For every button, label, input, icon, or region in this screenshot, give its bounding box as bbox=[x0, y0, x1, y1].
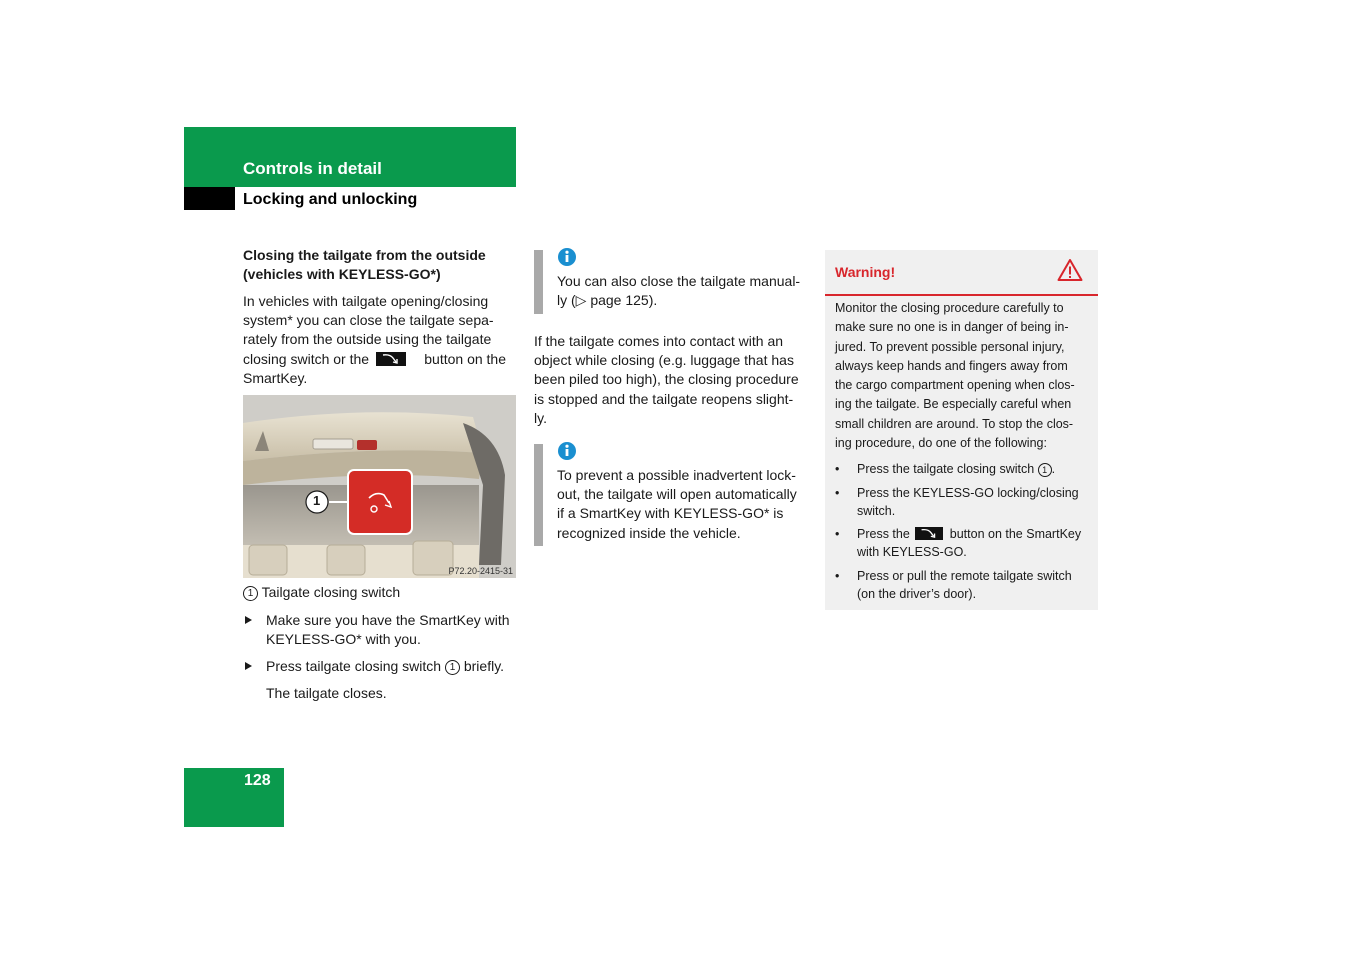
warning-line: small children are around. To stop the clos- bbox=[835, 416, 1074, 431]
step-item bbox=[243, 657, 518, 677]
step-arrow-icon bbox=[245, 616, 252, 624]
photo-code: P72.20-2415-31 bbox=[448, 566, 513, 576]
warning-line: ing procedure, do one of the following: bbox=[835, 436, 1047, 451]
info-note-text bbox=[557, 466, 809, 543]
callout-number: 1 bbox=[243, 586, 258, 601]
bullet-text: button on the SmartKey bbox=[949, 527, 1082, 541]
callout-number: 1 bbox=[445, 660, 460, 675]
tailgate-photo bbox=[243, 395, 516, 578]
step-text: briefly. bbox=[463, 658, 505, 674]
bullet-text: Press the bbox=[857, 527, 910, 541]
tailgate-key-icon bbox=[376, 352, 406, 366]
subsection-title: Locking and unlocking bbox=[243, 191, 418, 208]
bullet-dot: • bbox=[835, 462, 840, 476]
section-title: Controls in detail bbox=[243, 159, 382, 178]
heading-line: (vehicles with KEYLESS-GO*) bbox=[243, 266, 441, 282]
bullet-line: Press or pull the remote tailgate switch bbox=[857, 569, 1072, 583]
warning-bullet bbox=[835, 485, 1091, 521]
para-line: In vehicles with tailgate opening/closing bbox=[243, 293, 489, 309]
para-line: is stopped and the tailgate reopens slight- bbox=[534, 390, 794, 407]
warning-line: Monitor the closing procedure carefully to bbox=[835, 301, 1064, 315]
photo-callout: 1 bbox=[313, 493, 321, 508]
bullet-text: Press the tailgate closing switch bbox=[857, 462, 1035, 476]
tailgate-illustration bbox=[243, 395, 516, 578]
warning-text bbox=[835, 299, 1091, 453]
bullet-line: Press the KEYLESS-GO locking/closing bbox=[857, 486, 1079, 500]
bullet-line: with KEYLESS-GO. bbox=[857, 544, 967, 559]
caption-text: Tailgate closing switch bbox=[261, 584, 401, 600]
photo-caption bbox=[243, 583, 518, 602]
bullet-line: switch. bbox=[857, 503, 896, 518]
note-line: ly (▷ page 125). bbox=[557, 292, 658, 309]
para-text: closing switch or the bbox=[243, 350, 370, 367]
callout-number: 1 bbox=[1038, 463, 1052, 477]
warning-title: Warning! bbox=[835, 264, 896, 280]
step-line: KEYLESS-GO* with you. bbox=[266, 631, 421, 648]
bullet-line: (on the driver’s door). bbox=[857, 586, 977, 601]
para-line: rately from the outside using the tailgate bbox=[243, 331, 492, 348]
para-line: SmartKey. bbox=[243, 369, 308, 386]
warning-line: make sure no one is in danger of being in- bbox=[835, 320, 1069, 335]
note-line: if a SmartKey with KEYLESS-GO* is bbox=[557, 505, 784, 522]
para-line: object while closing (e.g. luggage that has bbox=[534, 352, 794, 369]
para-text: button on the bbox=[424, 350, 506, 367]
warning-line: ing the tailgate. Be especially careful when bbox=[835, 397, 1072, 412]
warning-bullet bbox=[835, 461, 1091, 479]
step-item bbox=[243, 611, 518, 651]
bullet-line bbox=[857, 526, 1093, 544]
warning-bullet bbox=[835, 568, 1091, 604]
warning-line: the cargo compartment opening when clos- bbox=[835, 378, 1075, 393]
para-line bbox=[243, 350, 506, 369]
step-result: The tailgate closes. bbox=[266, 685, 387, 701]
note-line: recognized inside the vehicle. bbox=[557, 524, 741, 541]
warning-triangle-icon bbox=[1057, 258, 1083, 282]
header-marker bbox=[184, 187, 235, 210]
intro-paragraph bbox=[243, 292, 518, 388]
note-line: To prevent a possible inadvertent lock- bbox=[557, 467, 796, 483]
bullet-dot: • bbox=[835, 486, 840, 500]
procedure-heading bbox=[243, 246, 518, 284]
para-line: If the tailgate comes into contact with an bbox=[534, 333, 784, 349]
info-icon bbox=[557, 247, 577, 267]
heading-line: Closing the tailgate from the outside bbox=[243, 247, 486, 263]
warning-line: always keep hands and fingers away from bbox=[835, 358, 1068, 373]
info-note-bar bbox=[534, 250, 543, 314]
step-text: Press tailgate closing switch bbox=[266, 658, 442, 674]
para-line: been piled too high), the closing procedure bbox=[534, 371, 799, 388]
step-line: Make sure you have the SmartKey with bbox=[266, 612, 510, 628]
reopen-paragraph bbox=[534, 332, 809, 428]
info-icon bbox=[557, 441, 577, 461]
step-arrow-icon bbox=[245, 662, 252, 670]
note-line: out, the tailgate will open automatically bbox=[557, 486, 797, 503]
page-number: 128 bbox=[244, 772, 271, 789]
bullet-text: . bbox=[1051, 462, 1056, 476]
para-line: system* you can close the tailgate sepa- bbox=[243, 312, 494, 329]
warning-line: jured. To prevent possible personal injury, bbox=[835, 339, 1065, 354]
warning-divider bbox=[825, 294, 1098, 296]
warning-bullet bbox=[835, 526, 1091, 562]
info-note-text bbox=[557, 272, 809, 310]
bullet-dot: • bbox=[835, 527, 840, 541]
info-note-bar bbox=[534, 444, 543, 546]
para-line: ly. bbox=[534, 409, 547, 426]
note-line: You can also close the tailgate manual- bbox=[557, 273, 801, 289]
tailgate-key-icon bbox=[915, 527, 943, 540]
bullet-dot: • bbox=[835, 569, 840, 583]
